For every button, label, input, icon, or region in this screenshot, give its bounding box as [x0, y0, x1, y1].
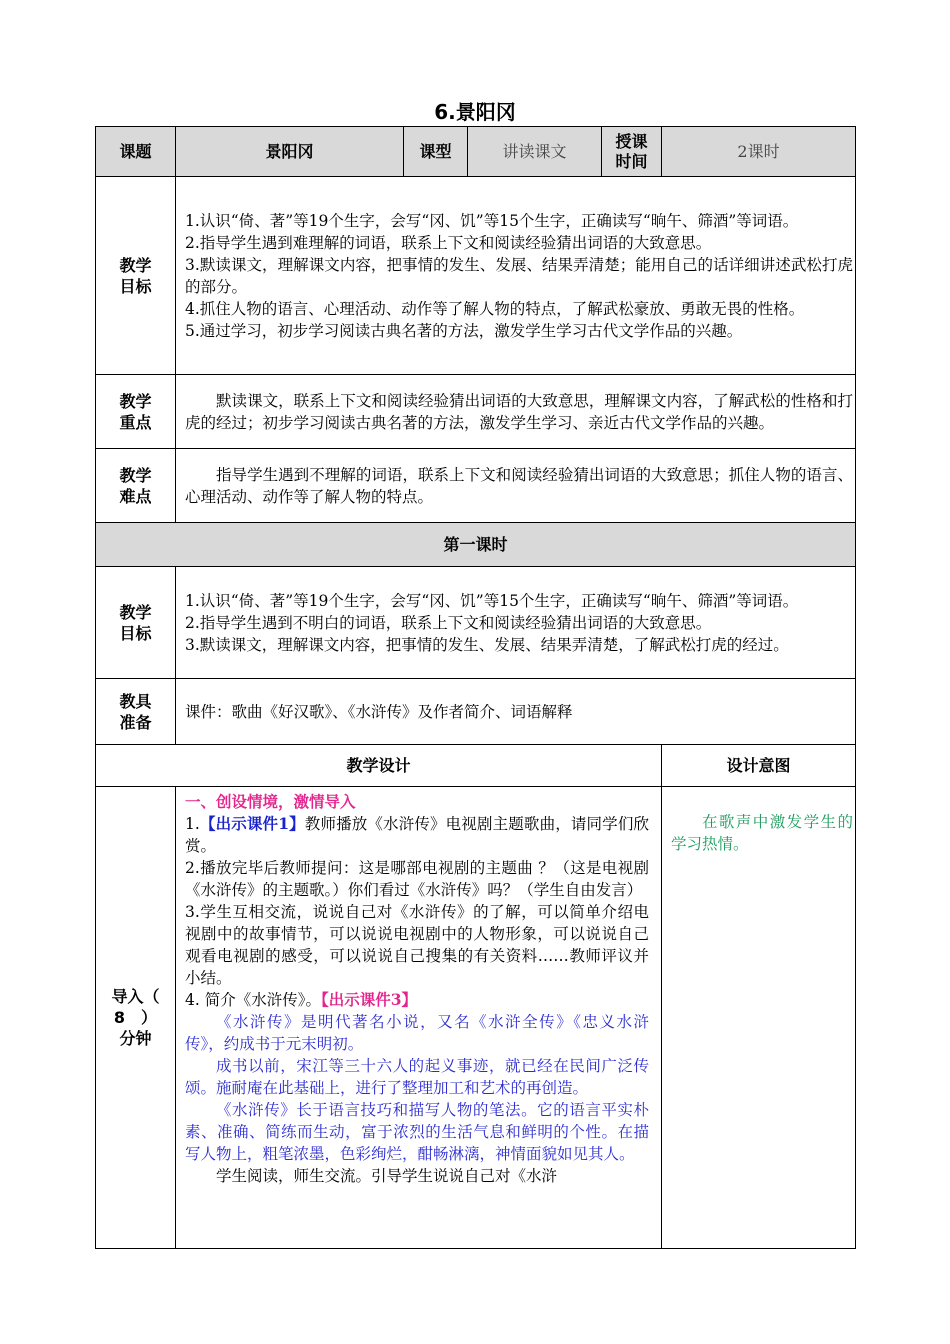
intent-header: 设计意图: [662, 745, 856, 787]
intro-row: [96, 787, 856, 1249]
intro-paragraph: 《水浒传》长于语言技巧和描写人物的笔法。它的语言平实朴素、准确、简练而生动，富于浓烈的生活气息和鲜明的个性。在描写人物上，粗笔浓墨，色彩绚烂，酣畅淋漓，神情面貌如见其人。: [185, 1101, 649, 1163]
topic-value: 景阳冈: [176, 127, 404, 177]
type-label: 课型: [404, 127, 468, 177]
materials-row: [96, 679, 856, 745]
lesson1-title: 第一课时: [96, 523, 856, 567]
section-title: 一、创设情境，激情导入: [185, 792, 356, 811]
courseware-tag: 【出示课件3】: [320, 990, 418, 1009]
objective-item: 3.默读课文，理解课文内容，把事情的发生、发展、结果弄清楚，了解武松打虎的经过。: [185, 635, 789, 654]
objective-item: 2.指导学生遇到难理解的词语，联系上下文和阅读经验猜出词语的大致意思。: [185, 233, 712, 252]
objective-item: 3.默读课文，理解课文内容，把事情的发生、发展、结果弄清楚；能用自己的话详细讲述武松打虎的部分。: [185, 255, 853, 296]
intent-content: 在歌声中激发学生的学习热情。: [662, 787, 856, 1249]
intro-item-2: 2.播放完毕后教师提问：这是哪部电视剧的主题曲 ？（这是电视剧《水浒传》的主题歌。）你们看过《水浒传》吗？（学生自由发言）: [185, 859, 649, 899]
design-header-row: [96, 745, 856, 787]
key-points-label: 教学重点: [96, 375, 176, 449]
key-points-row: [96, 375, 856, 449]
courseware-tag: 【出示课件1】: [199, 814, 305, 833]
design-header: 教学设计: [96, 745, 662, 787]
type-value: 讲读课文: [468, 127, 602, 177]
difficulties-label: 教学难点: [96, 449, 176, 523]
difficulties-content: 指导学生遇到不理解的词语，联系上下文和阅读经验猜出词语的大致意思；抓住人物的语言、心理活动、动作等了解人物的特点。: [176, 449, 856, 523]
objective-item: 1.认识“倚、著”等19个生字，会写“冈、饥”等15个生字，正确读写“晌午、筛酒”等词语。: [185, 591, 799, 610]
lesson1-objectives-content: [176, 567, 856, 679]
document-title: 6.景阳冈: [434, 100, 516, 124]
lesson1-title-row: [96, 523, 856, 567]
objective-item: 5.通过学习，初步学习阅读古典名著的方法，激发学生学习古代文学作品的兴趣。: [185, 321, 743, 340]
objectives-label: 教学目标: [96, 177, 176, 375]
intro-content: [176, 787, 662, 1249]
intro-item-1: 1.【出示课件1】教师播放《水浒传》电视剧主题歌曲，请同学们欣赏。: [185, 814, 649, 855]
time-value: 2课时: [662, 127, 856, 177]
intro-item-4: 4. 简介《水浒传》。【出示课件3】: [185, 990, 418, 1009]
topic-label: 课题: [96, 127, 176, 177]
header-row: [96, 127, 856, 177]
intro-paragraph: 成书以前，宋江等三十六人的起义事迹，就已经在民间广泛传颂。施耐庵在此基础上，进行了整理加工和艺术的再创造。: [185, 1057, 649, 1097]
lesson1-objectives-label: 教学目标: [96, 567, 176, 679]
lesson-plan-table: [95, 126, 856, 1249]
time-label: 授课时间: [602, 127, 662, 177]
intro-paragraph: 学生阅读，师生交流。引导学生说说自己对《水浒: [216, 1167, 558, 1185]
intro-paragraph: 《水浒传》是明代著名小说，又名《水浒全传》《忠义水浒传》，约成书于元末明初。: [185, 1013, 649, 1053]
objective-item: 4.抓住人物的语言、心理活动、动作等了解人物的特点，了解武松豪放、勇敢无畏的性格。: [185, 299, 805, 318]
objectives-content: [176, 177, 856, 375]
key-points-content: 默读课文，联系上下文和阅读经验猜出词语的大致意思，理解课文内容，了解武松的性格和打虎的经过；初步学习阅读古典名著的方法，激发学生学习、亲近古代文学作品的兴趣。: [176, 375, 856, 449]
objective-item: 2.指导学生遇到不明白的词语，联系上下文和阅读经验猜出词语的大致意思。: [185, 613, 712, 632]
objectives-row: [96, 177, 856, 375]
materials-label: 教具准备: [96, 679, 176, 745]
intro-label: 导入（ 8 ）分钟: [96, 787, 176, 1249]
lesson1-objectives-row: [96, 567, 856, 679]
difficulties-row: [96, 449, 856, 523]
intro-item-3: 3.学生互相交流，说说自己对《水浒传》的了解，可以简单介绍电视剧中的故事情节，可以说说电视剧中的人物形象，可以说说自己观看电视剧的感受，可以说说自己搜集的有关资料……教师评议并小结。: [185, 903, 649, 987]
objective-item: 1.认识“倚、著”等19个生字，会写“冈、饥”等15个生字，正确读写“晌午、筛酒”等词语。: [185, 211, 799, 230]
materials-content: 课件：歌曲《好汉歌》、《水浒传》及作者简介、词语解释: [176, 679, 856, 745]
